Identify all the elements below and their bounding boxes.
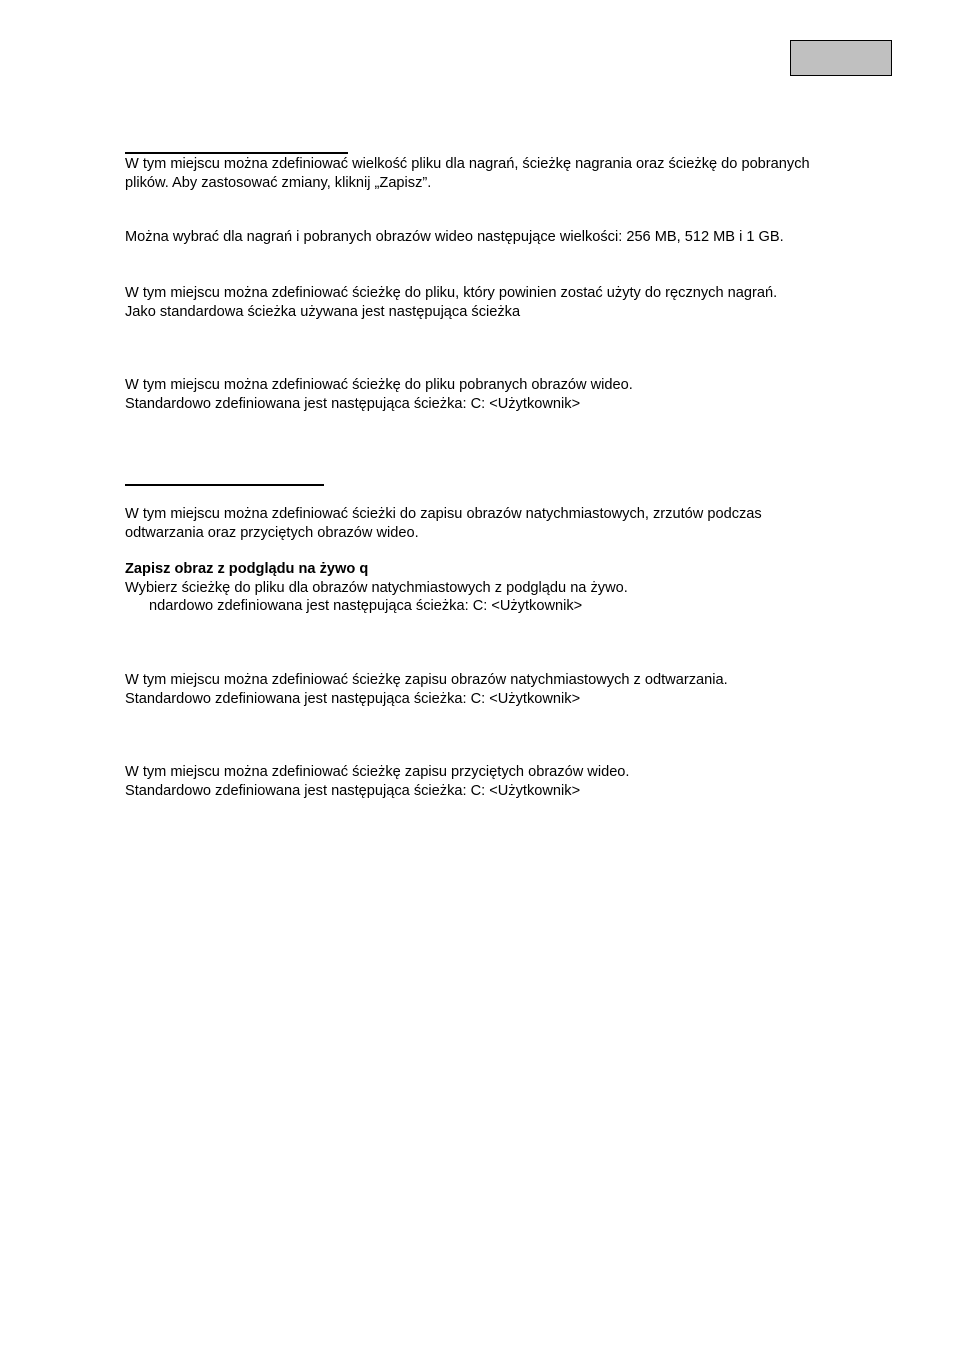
live-snapshot-heading: Zapisz obraz z podglądu na żywo q	[125, 561, 369, 577]
text-line: Standardowo zdefiniowana jest następująca ścieżka: C: <Użytkownik>	[125, 395, 581, 412]
live-snapshot-paragraph	[125, 560, 895, 616]
text-line: plików. Aby zastosować zmiany, kliknij „Zapisz”.	[125, 174, 432, 191]
text-line: W tym miejscu można zdefiniować ścieżkę zapisu przyciętych obrazów wideo.	[125, 764, 630, 780]
text-line: Standardowo zdefiniowana jest następująca ścieżka: C: <Użytkownik>	[125, 690, 581, 707]
text-line: ndardowo zdefiniowana jest następująca ścieżka: C: <Użytkownik>	[149, 598, 583, 614]
text-line: Standardowo zdefiniowana jest następująca ścieżka: C: <Użytkownik>	[125, 782, 581, 799]
record-path-paragraph	[125, 284, 895, 321]
section-heading-underline	[125, 152, 348, 154]
text-line: W tym miejscu można zdefiniować wielkość pliku dla nagrań, ścieżkę nagrania oraz ścieżkę do pobranych	[125, 156, 810, 172]
text-line: W tym miejscu można zdefiniować ścieżki do zapisu obrazów natychmiastowych, zrzutów podczas	[125, 506, 762, 522]
section-heading-underline	[125, 484, 324, 486]
text-line: Jako standardowa ścieżka używana jest następująca ścieżka	[125, 303, 521, 320]
text-line: Można wybrać dla nagrań i pobranych obrazów wideo następujące wielkości: 256 MB, 512 MB i 1 GB.	[125, 229, 784, 245]
snapshot-paths-intro	[125, 505, 895, 542]
page-number-box	[790, 40, 892, 76]
clip-path-paragraph	[125, 763, 895, 800]
text-line: W tym miejscu można zdefiniować ścieżkę do pliku, który powinien zostać użyty do ręcznych nagrań.	[125, 285, 778, 301]
file-size-paragraph	[125, 228, 895, 247]
text-line: odtwarzania oraz przyciętych obrazów wideo.	[125, 524, 419, 541]
download-path-paragraph	[125, 376, 895, 413]
text-line: W tym miejscu można zdefiniować ścieżkę do pliku pobranych obrazów wideo.	[125, 377, 633, 393]
text-line: W tym miejscu można zdefiniować ścieżkę zapisu obrazów natychmiastowych z odtwarzania.	[125, 672, 728, 688]
playback-snapshot-paragraph	[125, 671, 895, 708]
file-settings-intro	[125, 155, 895, 192]
text-line: Wybierz ścieżkę do pliku dla obrazów natychmiastowych z podglądu na żywo.	[125, 579, 628, 596]
